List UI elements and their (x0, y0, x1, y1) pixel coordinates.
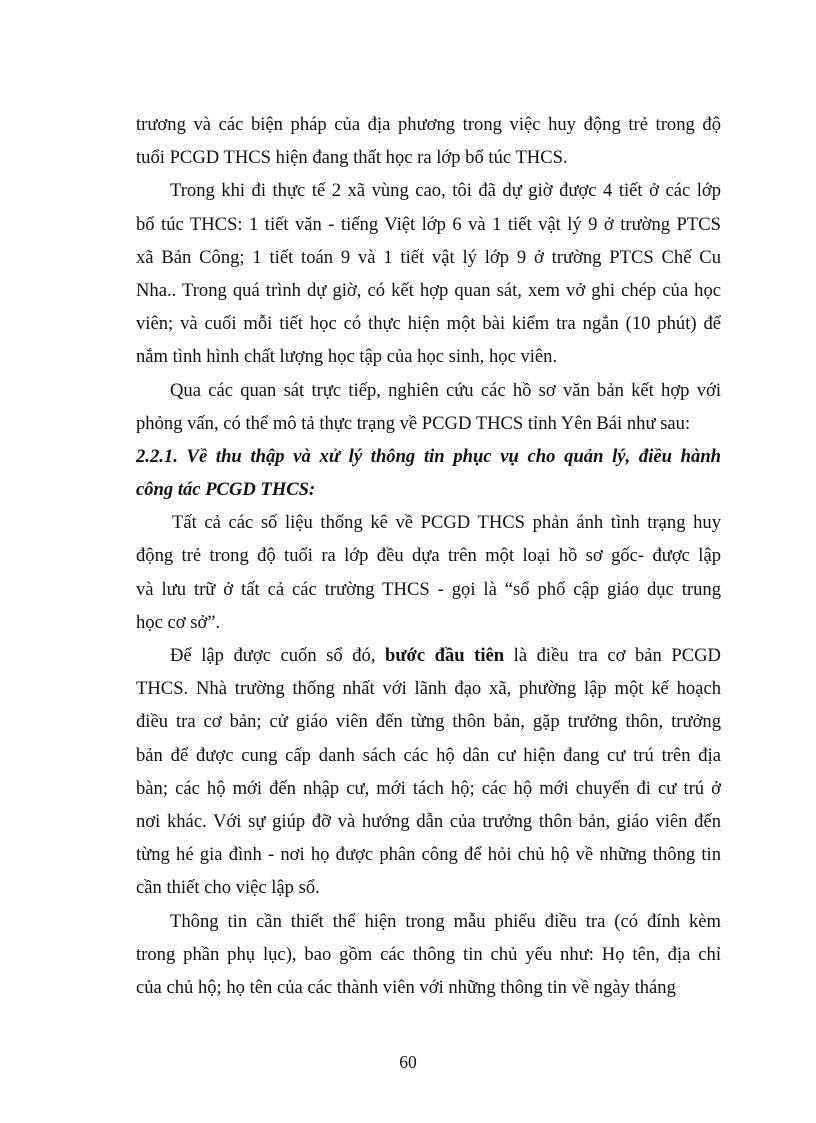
text-line: động trẻ trong độ tuổi ra lớp đều dựa trên một loại hồ sơ gốc- được lập (136, 545, 721, 567)
text-line: học cơ sở”. (136, 611, 221, 633)
text-line: điều tra cơ bản; cử giáo viên đến từng thôn bản, gặp trưởng thôn, trưởng (136, 711, 721, 733)
text-line: từng hé gia đình - nơi họ được phân công để hỏi chủ hộ về những thông tin (136, 844, 721, 866)
paragraph (136, 374, 721, 440)
text-line: nắm tình hình chất lượng học tập của học sinh, học viên. (136, 346, 558, 368)
text-span: là điều tra cơ bản PCGD (513, 645, 721, 666)
text-line: bàn; các hộ mới đến nhập cư, mới tách hộ; các hộ mới chuyển đi cư trú ở (136, 777, 721, 799)
text-line: phỏng vấn, có thể mô tả thực trạng về PCGD THCS tỉnh Yên Bái như sau: (136, 412, 691, 434)
bold-phrase: bước đầu tiên (385, 645, 505, 666)
text-line: bổ túc THCS: 1 tiết văn - tiếng Việt lớp 6 và 1 tiết vật lý 9 ở trường PTCS (136, 213, 721, 235)
paragraph (136, 639, 721, 905)
text-line: Thông tin cần thiết thể hiện trong mẫu phiếu điều tra (có đính kèm (170, 910, 721, 932)
text-line: Nha.. Trong quá trình dự giờ, có kết hợp quan sát, xem vở ghi chép của học (136, 279, 721, 301)
text-line: Trong khi đi thực tế 2 xã vùng cao, tôi đã dự giờ được 4 tiết ở các lớp (170, 180, 721, 202)
text-line: trong phần phụ lục), bao gồm các thông tin chủ yếu như: Họ tên, địa chỉ (136, 943, 721, 965)
text-span: Để lập được cuốn sổ đó, (170, 645, 376, 666)
paragraph (136, 905, 721, 1005)
text-line: trương và các biện pháp của địa phương trong việc huy động trẻ trong độ (136, 114, 721, 135)
text-line: viên; và cuối mỗi tiết học có thực hiện một bài kiểm tra ngắn (10 phút) để (136, 313, 721, 335)
text-line: xã Bản Công; 1 tiết toán 9 và 1 tiết vật lý lớp 9 ở trường PTCS Chế Cu (136, 246, 721, 268)
page-number: 60 (399, 1052, 417, 1072)
body-text (136, 108, 721, 1004)
text-line: cần thiết cho việc lập sổ. (136, 877, 320, 899)
text-line: Tất cả các số liệu thống kê về PCGD THCS phản ánh tình trạng huy (172, 512, 721, 534)
paragraph (136, 108, 721, 174)
text-line-mixed (136, 639, 721, 672)
text-line: nơi khác. Với sự giúp đỡ và hướng dẫn của trưởng thôn bản, giáo viên đến (136, 810, 721, 832)
text-line: bản để được cung cấp danh sách các hộ dân cư hiện đang cư trú trên địa (136, 744, 721, 766)
text-line: Qua các quan sát trực tiếp, nghiên cứu các hồ sơ văn bản kết hợp với (170, 379, 721, 401)
heading-line: công tác PCGD THCS: (136, 479, 316, 501)
paragraph (136, 174, 721, 373)
text-line: của chủ hộ; họ tên của các thành viên với những thông tin về ngày tháng (136, 976, 676, 998)
text-line: tuổi PCGD THCS hiện đang thất học ra lớp bổ túc THCS. (136, 147, 568, 169)
heading-line: 2.2.1. Về thu thập và xử lý thông tin phục vụ cho quản lý, điều hành (136, 445, 721, 467)
text-line: THCS. Nhà trường thống nhất với lãnh đạo xã, phường lập một kế hoạch (136, 678, 721, 700)
paragraph (136, 506, 721, 639)
text-line: và lưu trữ ở tất cả các trường THCS - gọi là “sổ phổ cập giáo dục trung (136, 578, 721, 600)
section-heading (136, 440, 721, 506)
